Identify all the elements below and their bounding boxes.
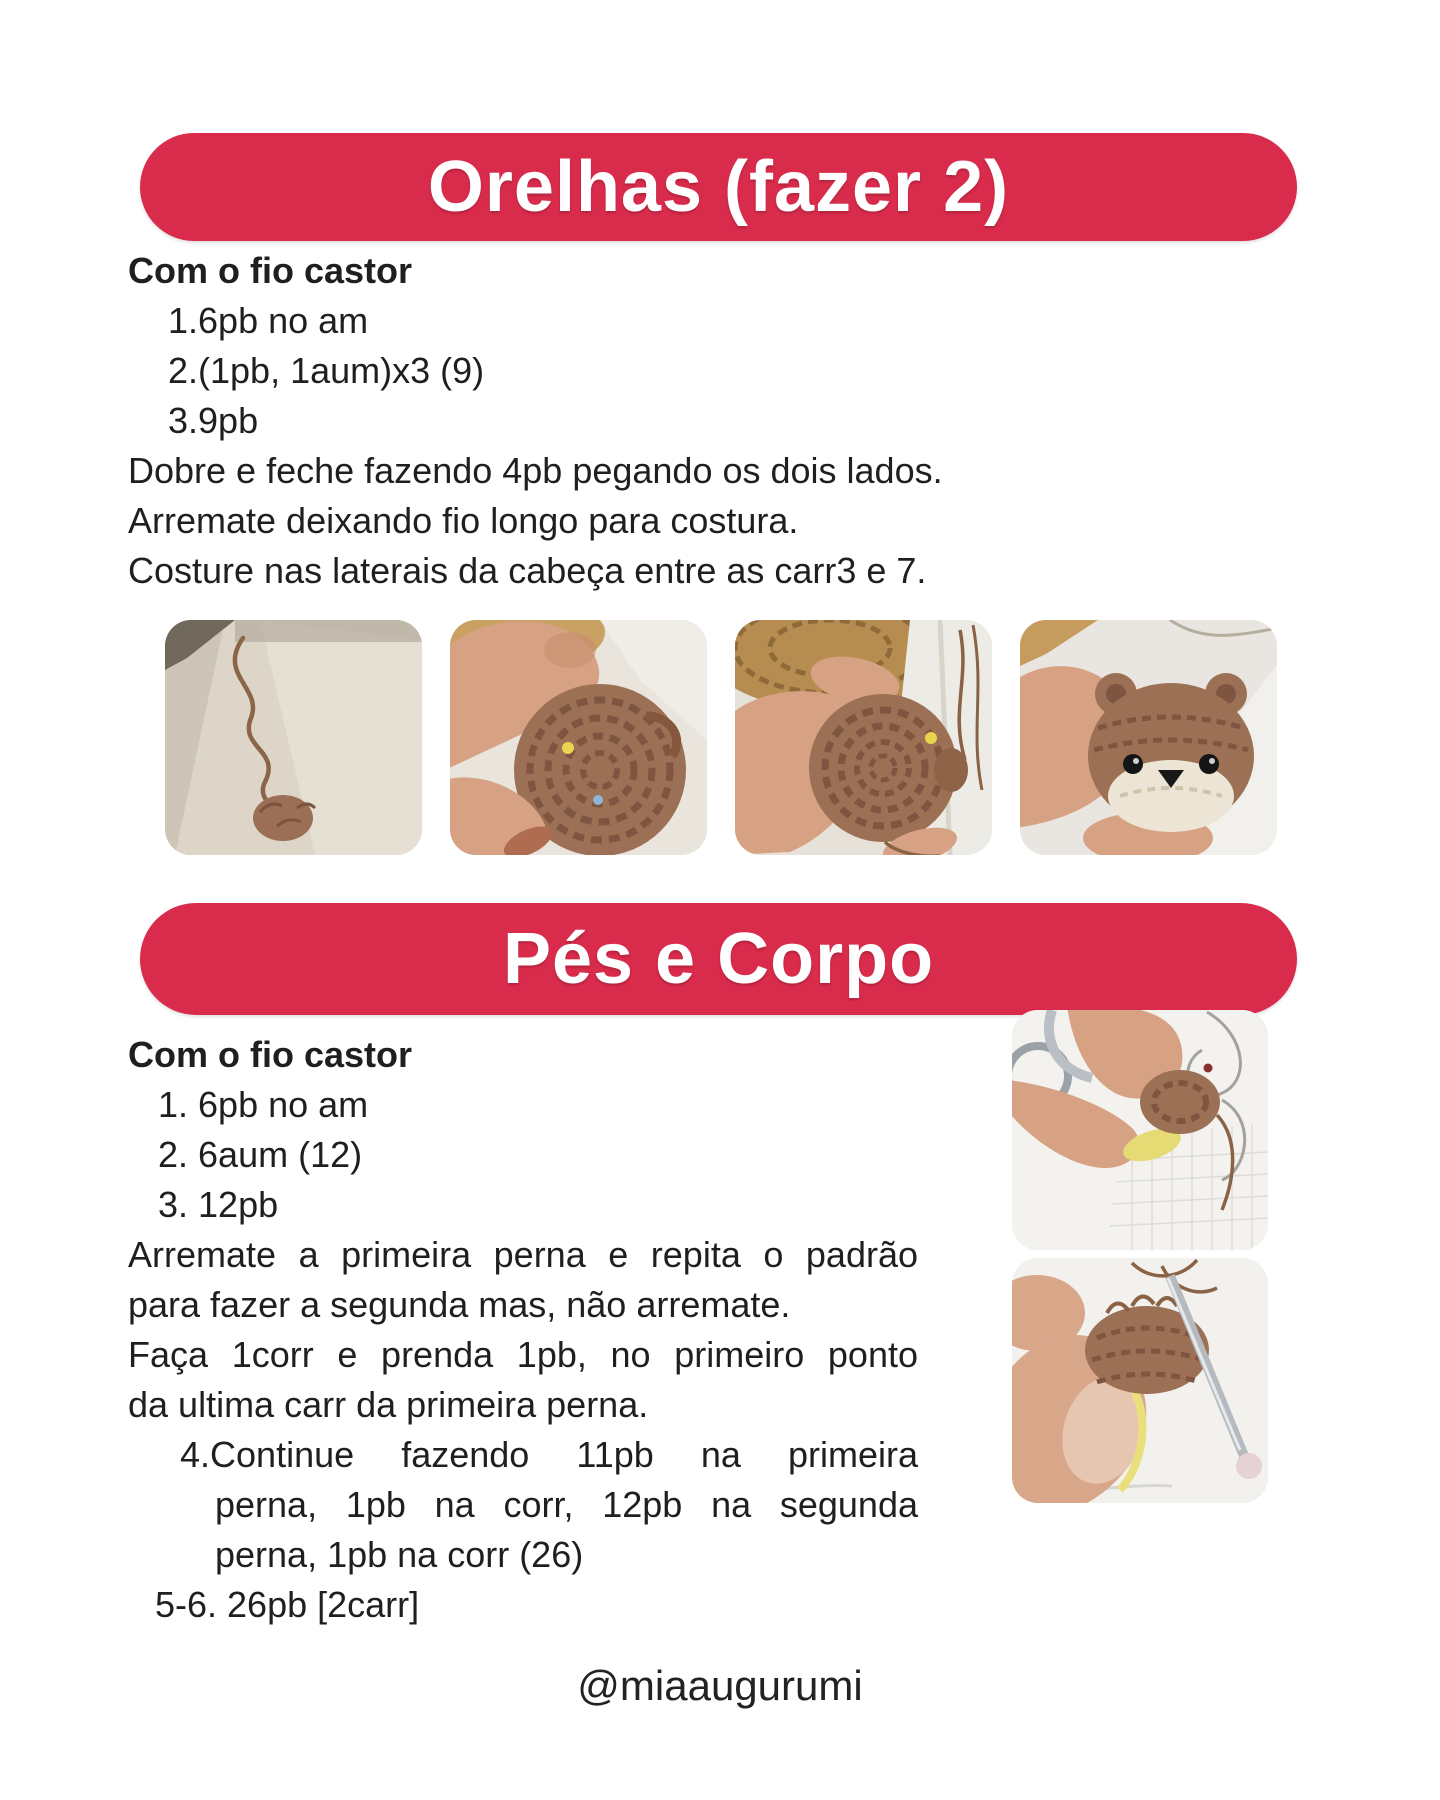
feet-body-instructions: [128, 1030, 918, 1630]
feet-step-1: 1. 6pb no am: [158, 1084, 369, 1125]
section-banner-feet-body: [140, 903, 1297, 1015]
feet-step-2: 2. 6aum (12): [158, 1134, 363, 1175]
feet-step-4-line-1: 4.Continue fazendo 11pb na primeira: [180, 1434, 918, 1475]
photo-illustration: [450, 620, 707, 855]
feet-body-section-title: Pés e Corpo: [502, 919, 935, 999]
feet-yarn-note: Com o fio castor: [128, 1034, 413, 1075]
photo-illustration: [165, 620, 422, 855]
ears-photo-row: [165, 620, 1277, 855]
ears-section-title: Orelhas (fazer 2): [427, 147, 1010, 227]
photo-crocheted-ear-with-yarn-tail: [165, 620, 422, 855]
feet-note-2: para fazer a segunda mas, não arremate.: [128, 1284, 791, 1325]
photo-illustration: [735, 620, 992, 855]
feet-photo-column: [1012, 1010, 1268, 1503]
ears-instructions: [128, 246, 943, 596]
photo-hook-joining-legs: [1012, 1258, 1268, 1503]
ears-yarn-note: Com o fio castor: [128, 250, 413, 291]
feet-note-1: Arremate a primeira perna e repita o padrão: [128, 1234, 918, 1275]
photo-ear-pinned-to-head: [450, 620, 707, 855]
ears-note-3: Costure nas laterais da cabeça entre as carr3 e 7.: [128, 550, 927, 591]
section-banner-ears: [140, 133, 1297, 241]
photo-illustration: [1012, 1010, 1268, 1250]
ears-step-2: 2.(1pb, 1aum)x3 (9): [168, 350, 485, 391]
photo-illustration: [1020, 620, 1277, 855]
feet-note-3: Faça 1corr e prenda 1pb, no primeiro ponto: [128, 1334, 918, 1375]
feet-step-4-line-2: perna, 1pb na corr, 12pb na segunda: [215, 1484, 918, 1525]
ears-step-1: 1.6pb no am: [168, 300, 369, 341]
feet-note-4: da ultima carr da primeira perna.: [128, 1384, 649, 1425]
photo-illustration: [1012, 1258, 1268, 1503]
ears-note-2: Arremate deixando fio longo para costura.: [128, 500, 799, 541]
ears-step-3: 3.9pb: [168, 400, 259, 441]
photo-leg-held-with-hook: [1012, 1010, 1268, 1250]
photo-ear-sewn-side-view: [735, 620, 992, 855]
feet-step-3: 3. 12pb: [158, 1184, 279, 1225]
photo-head-with-ears-and-eyes: [1020, 620, 1277, 855]
ears-note-1: Dobre e feche fazendo 4pb pegando os dois lados.: [128, 450, 943, 491]
feet-step-5-6: 5-6. 26pb [2carr]: [155, 1584, 420, 1625]
instagram-handle: @miaaugurumi: [577, 1662, 863, 1709]
feet-step-4-line-3: perna, 1pb na corr (26): [215, 1534, 584, 1575]
